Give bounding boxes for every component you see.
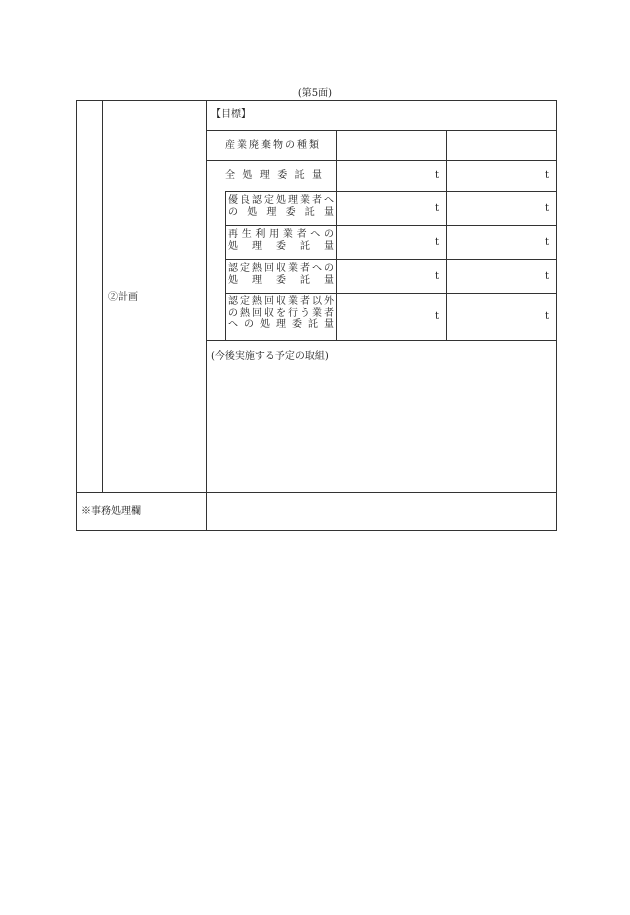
goal-heading: 【目標】 (211, 109, 251, 120)
unit-excellent-2: t (545, 203, 550, 214)
label-column-divider (206, 100, 207, 531)
unit-recycling-1: t (435, 237, 440, 248)
row-divider-3 (225, 293, 557, 294)
row-label-recycling: 再生利用業者への 処 理 委 託 量 (228, 229, 334, 252)
total-row-divider (225, 191, 557, 192)
unit-excellent-1: t (435, 203, 440, 214)
row-divider-1 (225, 225, 557, 226)
future-initiatives-note: (今後実施する予定の取組) (211, 351, 329, 362)
waste-type-label: 産業廃棄物の種類 (225, 140, 319, 151)
sub-row-indent-divider (225, 191, 226, 340)
office-row-divider (76, 492, 557, 493)
unit-certified-heat-recovery-2: t (545, 271, 550, 282)
row-label-certified-heat-recovery: 認定熱回収業者への 処 理 委 託 量 (228, 263, 334, 286)
page-label: (第5面) (297, 88, 333, 99)
inner-left-divider (102, 100, 103, 493)
row-label-excellent: 優良認定処理業者へ の 処 理 委 託 量 (228, 195, 334, 218)
waste-type-divider (206, 160, 557, 161)
row-label-other-heat-recovery: 認定熱回収業者以外 の熱回収を行う業者 への処理委託量 (228, 296, 334, 330)
unit-total-2: t (545, 170, 550, 181)
goal-bottom-divider (206, 340, 557, 341)
goal-heading-divider (206, 130, 557, 131)
value-column-divider-1 (336, 130, 337, 340)
office-use-label: ※事務処理欄 (81, 506, 141, 517)
unit-other-heat-recovery-2: t (545, 311, 550, 322)
row-label-total: 全 処 理 委 託 量 (225, 170, 322, 181)
unit-other-heat-recovery-1: t (435, 311, 440, 322)
unit-total-1: t (435, 170, 440, 181)
section-label: ②計画 (108, 292, 138, 303)
row-divider-2 (225, 259, 557, 260)
value-column-divider-2 (446, 130, 447, 340)
unit-recycling-2: t (545, 237, 550, 248)
unit-certified-heat-recovery-1: t (435, 271, 440, 282)
